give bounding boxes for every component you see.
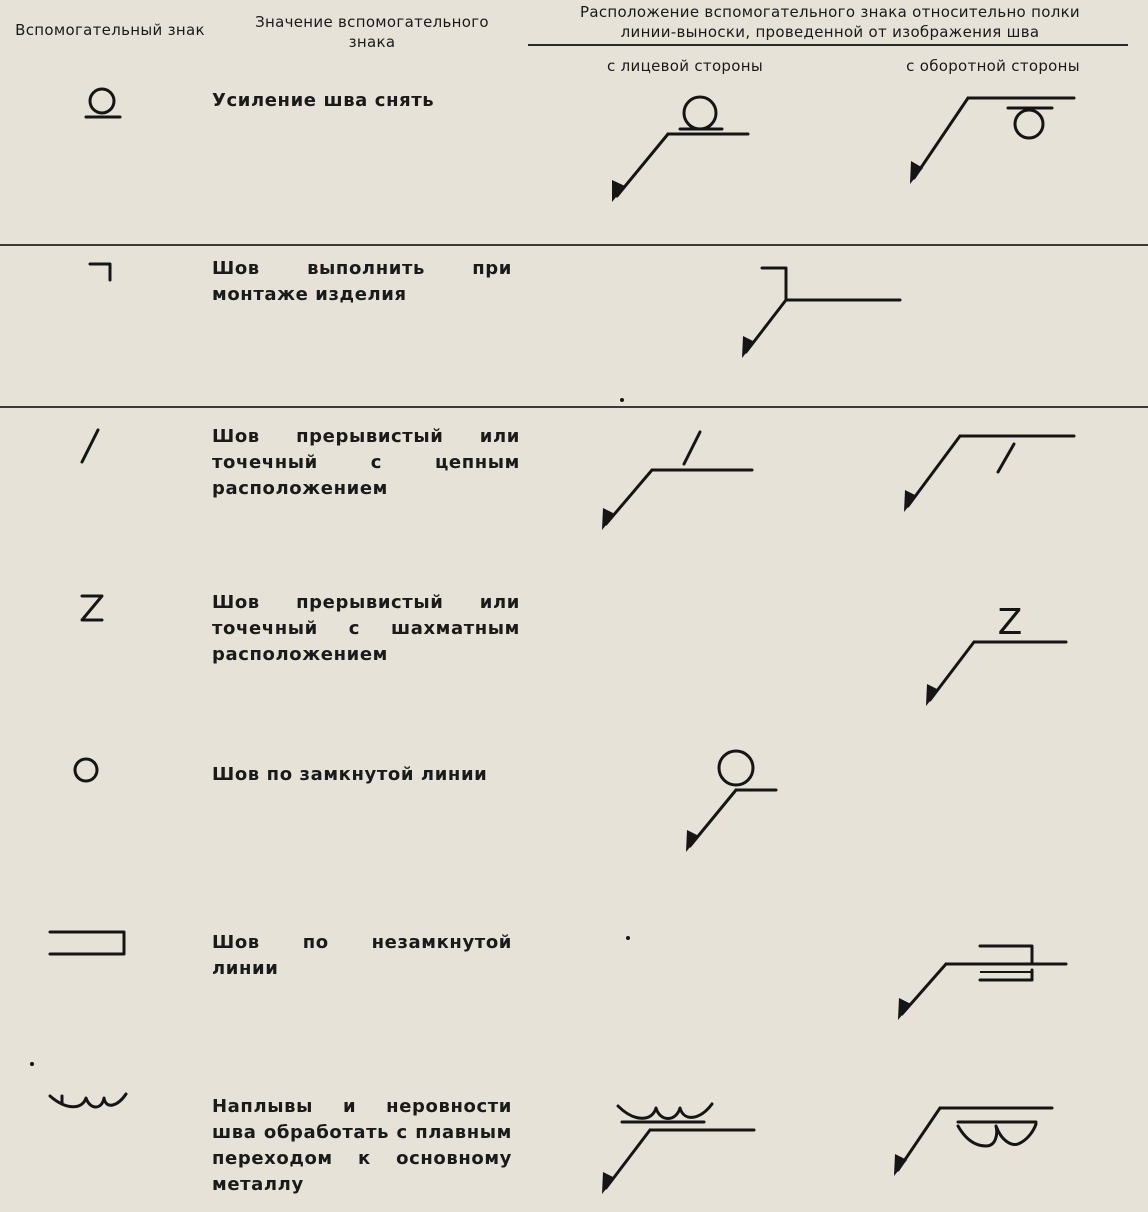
ink-dot (626, 936, 630, 940)
ink-dot (30, 1062, 34, 1066)
row-1-meaning: Усиление шва снять (212, 90, 435, 111)
row-6-meaning: Шов по незамкнутой линии (212, 932, 512, 979)
ink-dot (620, 398, 624, 402)
front-leader-row-2 (742, 268, 900, 358)
row-7-meaning: Наплывы и неровности шва обработать с плавным переходом к основному металлу (212, 1096, 512, 1195)
back-leader-row-7 (894, 1108, 1052, 1176)
back-leader-row-3 (904, 436, 1074, 512)
reinforcement-removal-icon (86, 89, 120, 117)
z-letter: Z (997, 602, 1023, 643)
mounting-flag-icon (90, 264, 110, 280)
header-location-column: Расположение вспомогательного знака относительно полки линии-выноски, проведенной от изображения шва (580, 3, 1080, 41)
row-5-meaning: Шов по замкнутой линии (212, 764, 488, 785)
header-front-side: с лицевой стороны (607, 57, 763, 75)
back-leader-row-1 (910, 98, 1074, 184)
header-meaning-column: Значение вспомогательного знака (255, 13, 489, 51)
open-bracket-icon (50, 932, 124, 954)
row-4-meaning: Шов прерывистый или точечный с шахматным расположением (212, 592, 520, 665)
slash-icon (82, 430, 98, 462)
back-leader-row-4 (926, 602, 1066, 706)
front-leader-row-1 (612, 97, 748, 202)
header-back-side: с оборотной стороны (906, 57, 1080, 75)
front-leader-row-7 (602, 1104, 754, 1194)
row-3-meaning: Шов прерывистый или точечный с цепным расположением (212, 426, 520, 499)
smooth-transition-icon (50, 1094, 126, 1107)
back-leader-row-6 (898, 946, 1066, 1020)
row-2-meaning: Шов выполнить при монтаже изделия (212, 258, 512, 305)
circle-icon (75, 759, 97, 781)
z-icon (82, 596, 102, 620)
front-leader-row-5 (686, 751, 776, 852)
header-sign-column: Вспомогательный знак (15, 21, 205, 39)
front-leader-row-3 (602, 432, 752, 530)
